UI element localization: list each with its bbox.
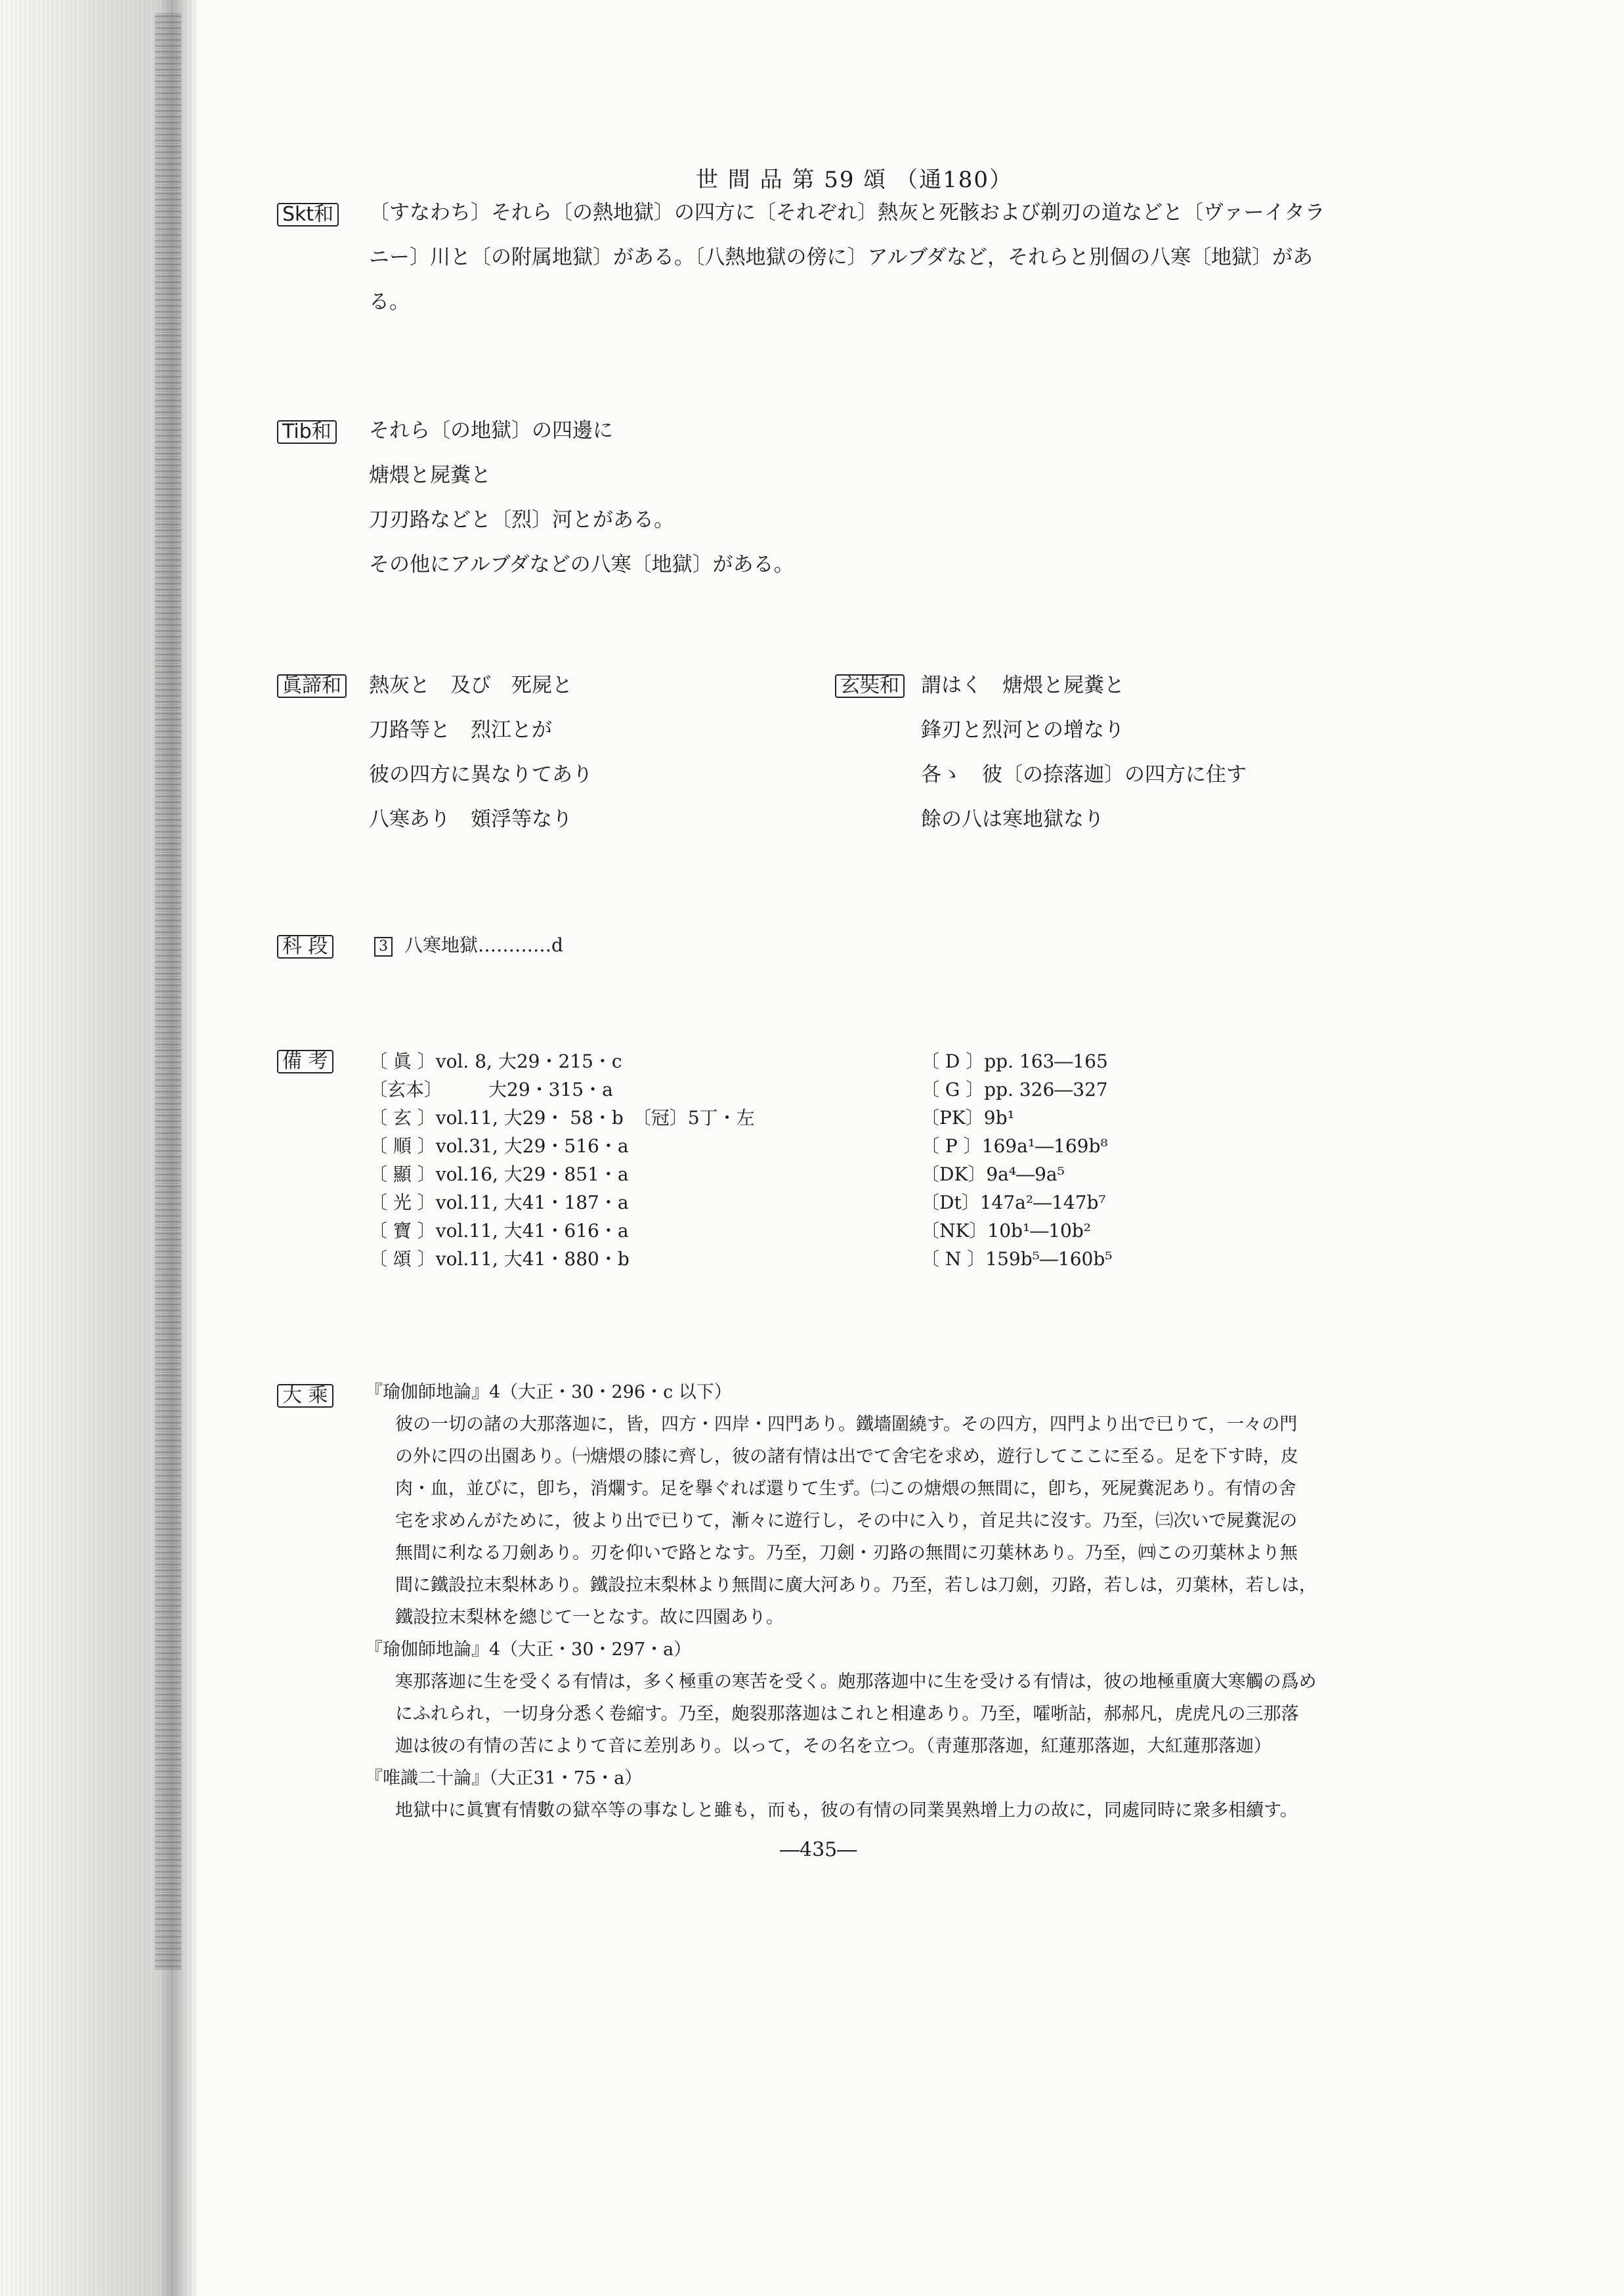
bikou-ref: 〔 眞 〕vol. 8, 大29・215・c [369,1051,622,1072]
bikou-ref: 〔Dt〕147a²―147b⁷ [921,1192,1106,1213]
genjo-line: 謂はく 煻煨と屍糞と [921,674,1124,697]
tib-line: 煻煨と屍糞と [369,464,491,487]
skt-translation [369,190,1325,324]
bikou-ref: 〔 玄 〕vol.11, 大29・ 58・b 〔冠〕5丁・左 [369,1107,755,1129]
daijo-label: 大 乘 [277,1384,333,1408]
genjo-label: 玄奘和 [835,674,905,698]
skt-label: Skt和 [277,203,339,227]
daijo-body-line: 無間に利なる刀劍あり。刃を仰いで路となす。乃至，刀劍・刃路の無間に刃葉林あり。乃至，㈣この刃葉林より無 [395,1543,1298,1563]
daijo-source-title: 『瑜伽師地論』4（大正・30・297・a） [365,1639,692,1660]
bikou-ref: 〔 寶 〕vol.11, 大41・616・a [369,1220,629,1242]
kadan-content [374,923,563,968]
genjo-line: 餘の八は寒地獄なり [921,808,1104,831]
bikou-ref: 〔 N 〕159b⁵―160b⁵ [921,1248,1113,1270]
tib-line: その他にアルブダなどの八寒〔地獄〕がある。 [369,553,794,576]
bikou-ref: 〔NK〕10b¹―10b² [921,1220,1091,1242]
genjo-line: 鋒刃と烈河との增なり [921,718,1124,742]
shindai-line: 彼の四方に異なりてあり [369,763,593,787]
shindai-line: 熱灰と 及び 死屍と [369,674,572,697]
bikou-ref: 〔 光 〕vol.11, 大41・187・a [369,1192,629,1213]
skt-line: る。 [369,290,410,314]
daijo-source-title: 『瑜伽師地論』4（大正・30・296・c 以下） [365,1382,732,1402]
genjo-translation [921,663,1247,842]
daijo-body-line: の外に四の出園あり。㈠煻煨の膝に齊し，彼の諸有情は出でて舍宅を求め，遊行してここに至る。足を下す時，皮 [395,1446,1298,1467]
bikou-ref: 〔DK〕9a⁴―9a⁵ [921,1163,1065,1185]
bikou-right-list [921,1047,1113,1273]
bikou-ref: 〔PK〕9b¹ [921,1107,1015,1129]
daijo-quotations [365,1376,1317,1827]
bikou-ref: 〔 G 〕pp. 326―327 [921,1079,1108,1100]
daijo-body-line: 地獄中に眞實有情數の獄卒等の事なしと雖も，而も，彼の有情の同業異熟增上力の故に，同處同時に衆多相續す。 [395,1800,1298,1821]
daijo-body-line: 肉・血，並びに，卽ち，消爛す。足を擧ぐれば還りて生ず。㈡この煻煨の無間に，卽ち，死屍糞泥あり。有情の舍 [395,1479,1296,1499]
bikou-ref: 〔 D 〕pp. 163―165 [921,1051,1108,1072]
daijo-body-line: 鐵設拉末梨林を總じて一となす。故に四園あり。 [395,1607,784,1628]
kadan-mark: 3 [374,937,393,957]
bikou-ref: 〔玄本〕 大29・315・a [369,1079,613,1100]
genjo-line: 各ゝ 彼〔の捺落迦〕の四方に住す [921,763,1247,787]
daijo-body-line: 迦は彼の有情の苦によりて音に差別あり。以って，その名を立つ。（靑蓮那落迦，紅蓮那落迦，大紅蓮那落迦） [395,1736,1271,1756]
daijo-body-line: 彼の一切の諸の大那落迦に，皆，四方・四岸・四門あり。鐵墻圍繞す。その四方，四門より出で已りて，一々の門 [395,1414,1298,1435]
skt-line: 〔すなわち〕それら〔の熱地獄〕の四方に〔それぞれ〕熱灰と死骸および剃刃の道などと〔ヴァーイタラ [369,201,1325,225]
page-heading: 世 間 品 第 59 頌 （通180） [696,167,1014,193]
tib-line: 刀刃路などと〔烈〕河とがある。 [369,508,674,532]
shindai-line: 刀路等と 烈江とが [369,718,552,742]
shindai-translation [369,663,593,842]
daijo-source-title: 『唯識二十論』（大正31・75・a） [365,1768,643,1788]
shindai-line: 八寒あり 頞浮等なり [369,808,572,831]
daijo-body-line: 宅を求めんがために，彼より出で已りて，漸々に遊行し，その中に入り，首足共に沒す。乃至，㈢次いで屍糞泥の [395,1511,1298,1531]
tib-line: それら〔の地獄〕の四邊に [369,419,613,443]
shindai-label: 眞諦和 [277,674,347,698]
tib-translation [369,408,794,587]
daijo-body-line: 寒那落迦に生を受くる有情は，多く極重の寒苦を受く。皰那落迦中に生を受ける有情は，彼の地極重廣大寒觸の爲め [395,1672,1317,1692]
kadan-label: 科 段 [277,935,333,959]
bikou-ref: 〔 順 〕vol.31, 大29・516・a [369,1135,629,1157]
daijo-body-line: 間に鐵設拉末梨林あり。鐵設拉末梨林より無間に廣大河あり。乃至，若しは刀劍，刃路，若しは，刃葉林，若しは， [395,1575,1317,1595]
bikou-ref: 〔 頌 〕vol.11, 大41・880・b [369,1248,630,1270]
bikou-ref: 〔 P 〕169a¹―169b⁸ [921,1135,1108,1157]
kadan-text: 八寒地獄…………d [404,934,563,956]
bikou-left-list [369,1047,755,1273]
page-number: ―435― [780,1838,857,1861]
bikou-label: 備 考 [277,1050,333,1073]
scan-binding-edge [0,0,197,2296]
skt-line: ニー〕川と〔の附属地獄〕がある。〔八熱地獄の傍に〕アルブダなど，それらと別個の八寒〔地獄〕があ [369,246,1314,269]
daijo-body-line: にふれられ，一切身分悉く卷縮す。乃至，皰裂那落迦はこれと相違あり。乃至，嚯哳詀，郝郝凡，虎虎凡の三那落 [395,1704,1299,1724]
tib-label: Tib和 [277,420,337,444]
bikou-ref: 〔 顯 〕vol.16, 大29・851・a [369,1163,629,1185]
